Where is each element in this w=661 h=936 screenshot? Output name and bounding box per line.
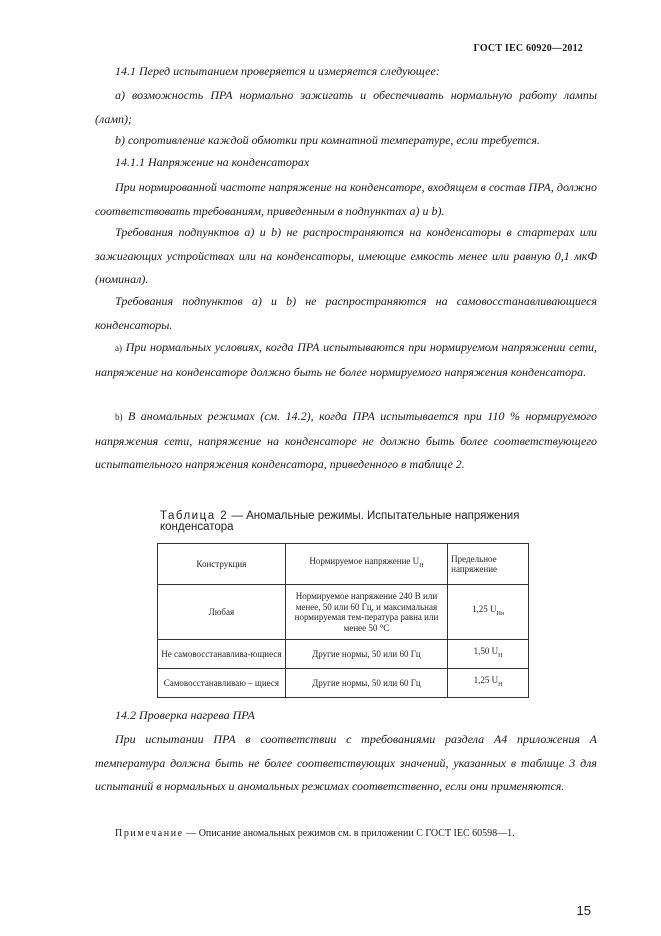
table-caption-label: Таблица 2 <box>160 510 229 522</box>
table-caption <box>160 511 560 533</box>
cell-construction: Любая <box>158 585 286 640</box>
paragraph-normal-conditions <box>95 336 597 384</box>
header-rated-voltage-text: Нормируемое напряжение U <box>309 556 420 567</box>
paragraph-normal-conditions-text: При нормальных условиях, когда ПРА испытываются при нормируемом напряжении сети, напряжение на конденсаторе должно быть не более нормируемого напряжения конденсатора. <box>95 340 598 379</box>
capacitor-voltage-table <box>157 543 529 698</box>
cell-limit-subscript: Hн <box>496 611 505 618</box>
paragraph-heating-test: При испытании ПРА в соответствии с требованиями раздела А4 приложения А температура должна быть не более соответствующих значений, указанных в таблице 3 для испытаний в нормальных и аномальных режимах соответственно, если они применяются. <box>95 732 597 793</box>
paragraph-starters: Требования подпунктов а) и b) не распространяются на конденсаторы в стартерах или зажигающих устройствах или на конденсаторы, имеющие емкость менее или равную 0,1 мкФ (номинал). <box>95 225 597 286</box>
section-14-2: 14.2 Проверка нагрева ПРА <box>115 708 255 722</box>
cell-limit-text: 1,25 U <box>472 604 497 615</box>
table-row <box>158 669 529 698</box>
header-rated-voltage <box>285 544 447 585</box>
table-header-row <box>158 544 529 585</box>
cell-rated: Другие нормы, 50 или 60 Гц <box>285 640 447 669</box>
item-b: b) сопротивление каждой обмотки при комнатной температуре, если требуется. <box>115 133 540 147</box>
cell-limit-text: 1,50 U <box>473 646 499 657</box>
table-caption-text: — Аномальные режимы. Испытательные напряжения конденсатора <box>160 510 520 533</box>
paragraph-abnormal-modes-text: В аномальных режимах (см. 14.2), когда ПРА испытывается при 110 % нормируемого напряжения сети, напряжение на конденсаторе не должно быть более соответствующего испытательного напряжения конденсатора, приведенного в таблице 2. <box>95 409 597 471</box>
cell-construction: Не самовосстанавлива-ющиеся <box>158 640 286 669</box>
section-14-1-1: 14.1.1 Напряжение на конденсаторах <box>115 155 310 169</box>
section-14-1: 14.1 Перед испытанием проверяется и измеряется следующее: <box>115 64 440 78</box>
cell-limit-subscript: H <box>498 653 503 660</box>
cell-rated: Нормируемое напряжение 240 В или менее, 50 или 60 Гц, и максимальная нормируемая тем-пература равна или менее 50 °С <box>285 585 447 640</box>
note-text: — Описание аномальных режимов см. в приложении С ГОСТ IEC 60598—1. <box>183 828 515 839</box>
paragraph-self-healing: Требования подпунктов а) и b) не распространяются на самовосстанавливающиеся конденсаторы. <box>95 294 597 332</box>
note-label: Примечание <box>115 828 184 839</box>
cell-limit-subscript: H <box>498 682 503 689</box>
header-limit-voltage: Предельное напряжение <box>448 544 529 585</box>
paragraph-abnormal-modes <box>95 405 597 477</box>
item-marker-a: а) <box>115 343 122 353</box>
table-row <box>158 640 529 669</box>
cell-rated: Другие нормы, 50 или 60 Гц <box>285 669 447 698</box>
paragraph-frequency: При нормированной частоте напряжение на конденсаторе, входящем в состав ПРА, должно соответствовать требованиям, приведенным в подпунктах а) и b). <box>95 180 597 218</box>
page-number: 15 <box>576 903 591 918</box>
header-rated-voltage-subscript: H <box>419 563 424 570</box>
item-a: а) возможность ПРА нормально зажигать и обеспечивать нормальную работу лампы (ламп); <box>95 88 597 126</box>
item-marker-b: b) <box>115 412 123 422</box>
header-construction: Конструкция <box>158 544 286 585</box>
document-header: ГОСТ IEC 60920—2012 <box>473 43 583 54</box>
cell-limit <box>448 669 529 698</box>
cell-construction: Самовосстанавливаю – щиеся <box>158 669 286 698</box>
cell-limit-text: 1,25 U <box>473 675 499 686</box>
note <box>115 828 515 839</box>
cell-limit <box>448 585 529 640</box>
cell-limit <box>448 640 529 669</box>
table-row <box>158 585 529 640</box>
